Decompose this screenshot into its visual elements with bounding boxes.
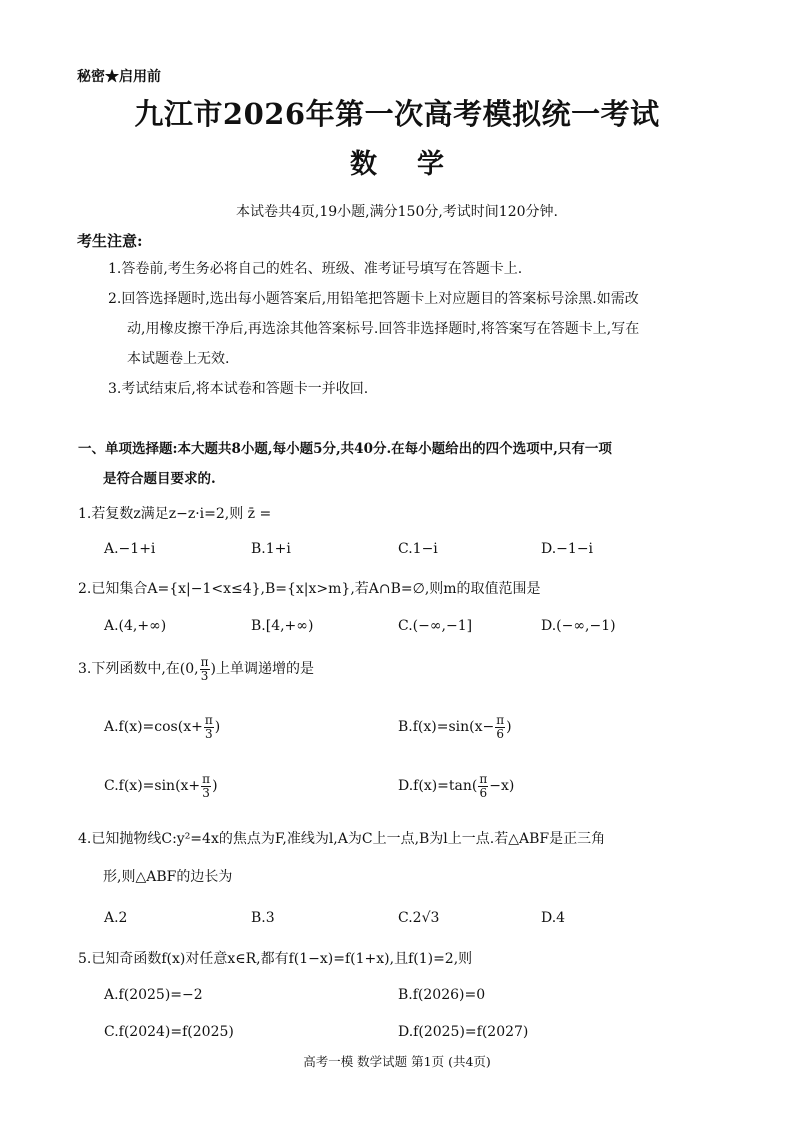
question-1-option-b: B.1+i [251,541,291,557]
option-text: A.f(x)=cos(x+ [104,719,203,736]
fraction [201,773,211,799]
question-4-option-b: B.3 [251,910,275,926]
question-5-option-b: B.f(2026)=0 [398,987,486,1003]
question-2-option-c: C.(−∞,−1] [398,618,473,634]
question-3-option-b [398,714,512,740]
question-3-stem-post: )上单调递增的是 [210,661,314,678]
fraction [495,714,505,740]
question-2-option-a: A.(4,+∞) [104,618,167,634]
section-heading-cont: 是符合题目要求的. [103,471,216,487]
question-5-option-d: D.f(2025)=f(2027) [398,1024,529,1040]
fraction-denominator: 3 [204,726,213,741]
exam-info: 本试卷共4页,19小题,满分150分,考试时间120分钟. [236,204,558,220]
question-5-option-c: C.f(2024)=f(2025) [104,1024,234,1040]
option-text: D.f(x)=tan( [398,778,478,795]
option-text: ) [212,778,218,795]
subject-title: 数学 [350,149,484,180]
question-2-stem: 2.已知集合A={x|−1<x≤4},B={x|x>m},若A∩B=∅,则m的取值范围是 [78,581,541,597]
notice-item-1: 1.答卷前,考生务必将自己的姓名、班级、准考证号填写在答题卡上. [108,261,523,277]
question-3-option-d [398,773,514,799]
fraction [204,714,214,740]
question-2-option-d: D.(−∞,−1) [541,618,616,634]
question-4-option-d: D.4 [541,910,566,926]
question-3-option-a [104,714,220,740]
notice-item-2-cont2: 本试题卷上无效. [127,351,230,367]
notice-item-2: 2.回答选择题时,选出每小题答案后,用铅笔把答题卡上对应题目的答案标号涂黑.如需改 [108,291,639,307]
question-2-option-b: B.[4,+∞) [251,618,314,634]
fraction [200,656,210,682]
fraction-numerator: π [479,772,488,786]
fraction-denominator: 6 [496,726,505,741]
question-5-option-a: A.f(2025)=−2 [104,987,203,1003]
page-footer: 高考一模 数学试题 第1页 (共4页) [303,1054,491,1069]
section-heading: 一、单项选择题:本大题共8小题,每小题5分,共40分.在每小题给出的四个选项中,只有一项 [78,441,612,457]
notice-item-3: 3.考试结束后,将本试卷和答题卡一并收回. [108,381,369,397]
confidential-label: 秘密★启用前 [77,69,161,85]
fraction-denominator: 6 [479,785,488,800]
fraction-numerator: π [204,713,213,727]
question-3-stem [78,656,314,682]
question-4-option-c: C.2√3 [398,910,440,926]
fraction-numerator: π [496,713,505,727]
question-4-option-a: A.2 [104,910,128,926]
question-1-option-a: A.−1+i [104,541,156,557]
fraction-denominator: 3 [202,785,210,800]
fraction-numerator: π [200,655,209,669]
question-1-option-c: C.1−i [398,541,438,557]
option-text: B.f(x)=sin(x− [398,719,495,736]
question-3-option-c [104,773,218,799]
question-1-option-d: D.−1−i [541,541,594,557]
question-4-stem: 4.已知抛物线C:y²=4x的焦点为F,准线为l,A为C上一点,B为l上一点.若△ABF是正三角 [78,831,606,847]
fraction [478,773,488,799]
fraction-denominator: 3 [200,668,209,683]
option-text: C.f(x)=sin(x+ [104,778,201,795]
question-1-stem: 1.若复数z满足z−z·i=2,则 z̄ = [78,506,272,522]
option-text: ) [214,719,221,736]
question-4-stem-cont: 形,则△ABF的边长为 [103,869,233,885]
notice-heading: 考生注意: [77,232,143,250]
notice-item-2-cont: 动,用橡皮擦干净后,再选涂其他答案标号.回答非选择题时,将答案写在答题卡上,写在 [127,321,640,337]
question-3-stem-pre: 3.下列函数中,在(0, [78,661,199,678]
question-5-stem: 5.已知奇函数f(x)对任意x∈R,都有f(1−x)=f(1+x),且f(1)=2,则 [78,951,473,967]
exam-title: 九江市2026年第一次高考模拟统一考试 [134,97,660,131]
fraction-numerator: π [202,772,211,786]
option-text: −x) [489,778,515,795]
option-text: ) [506,719,512,736]
